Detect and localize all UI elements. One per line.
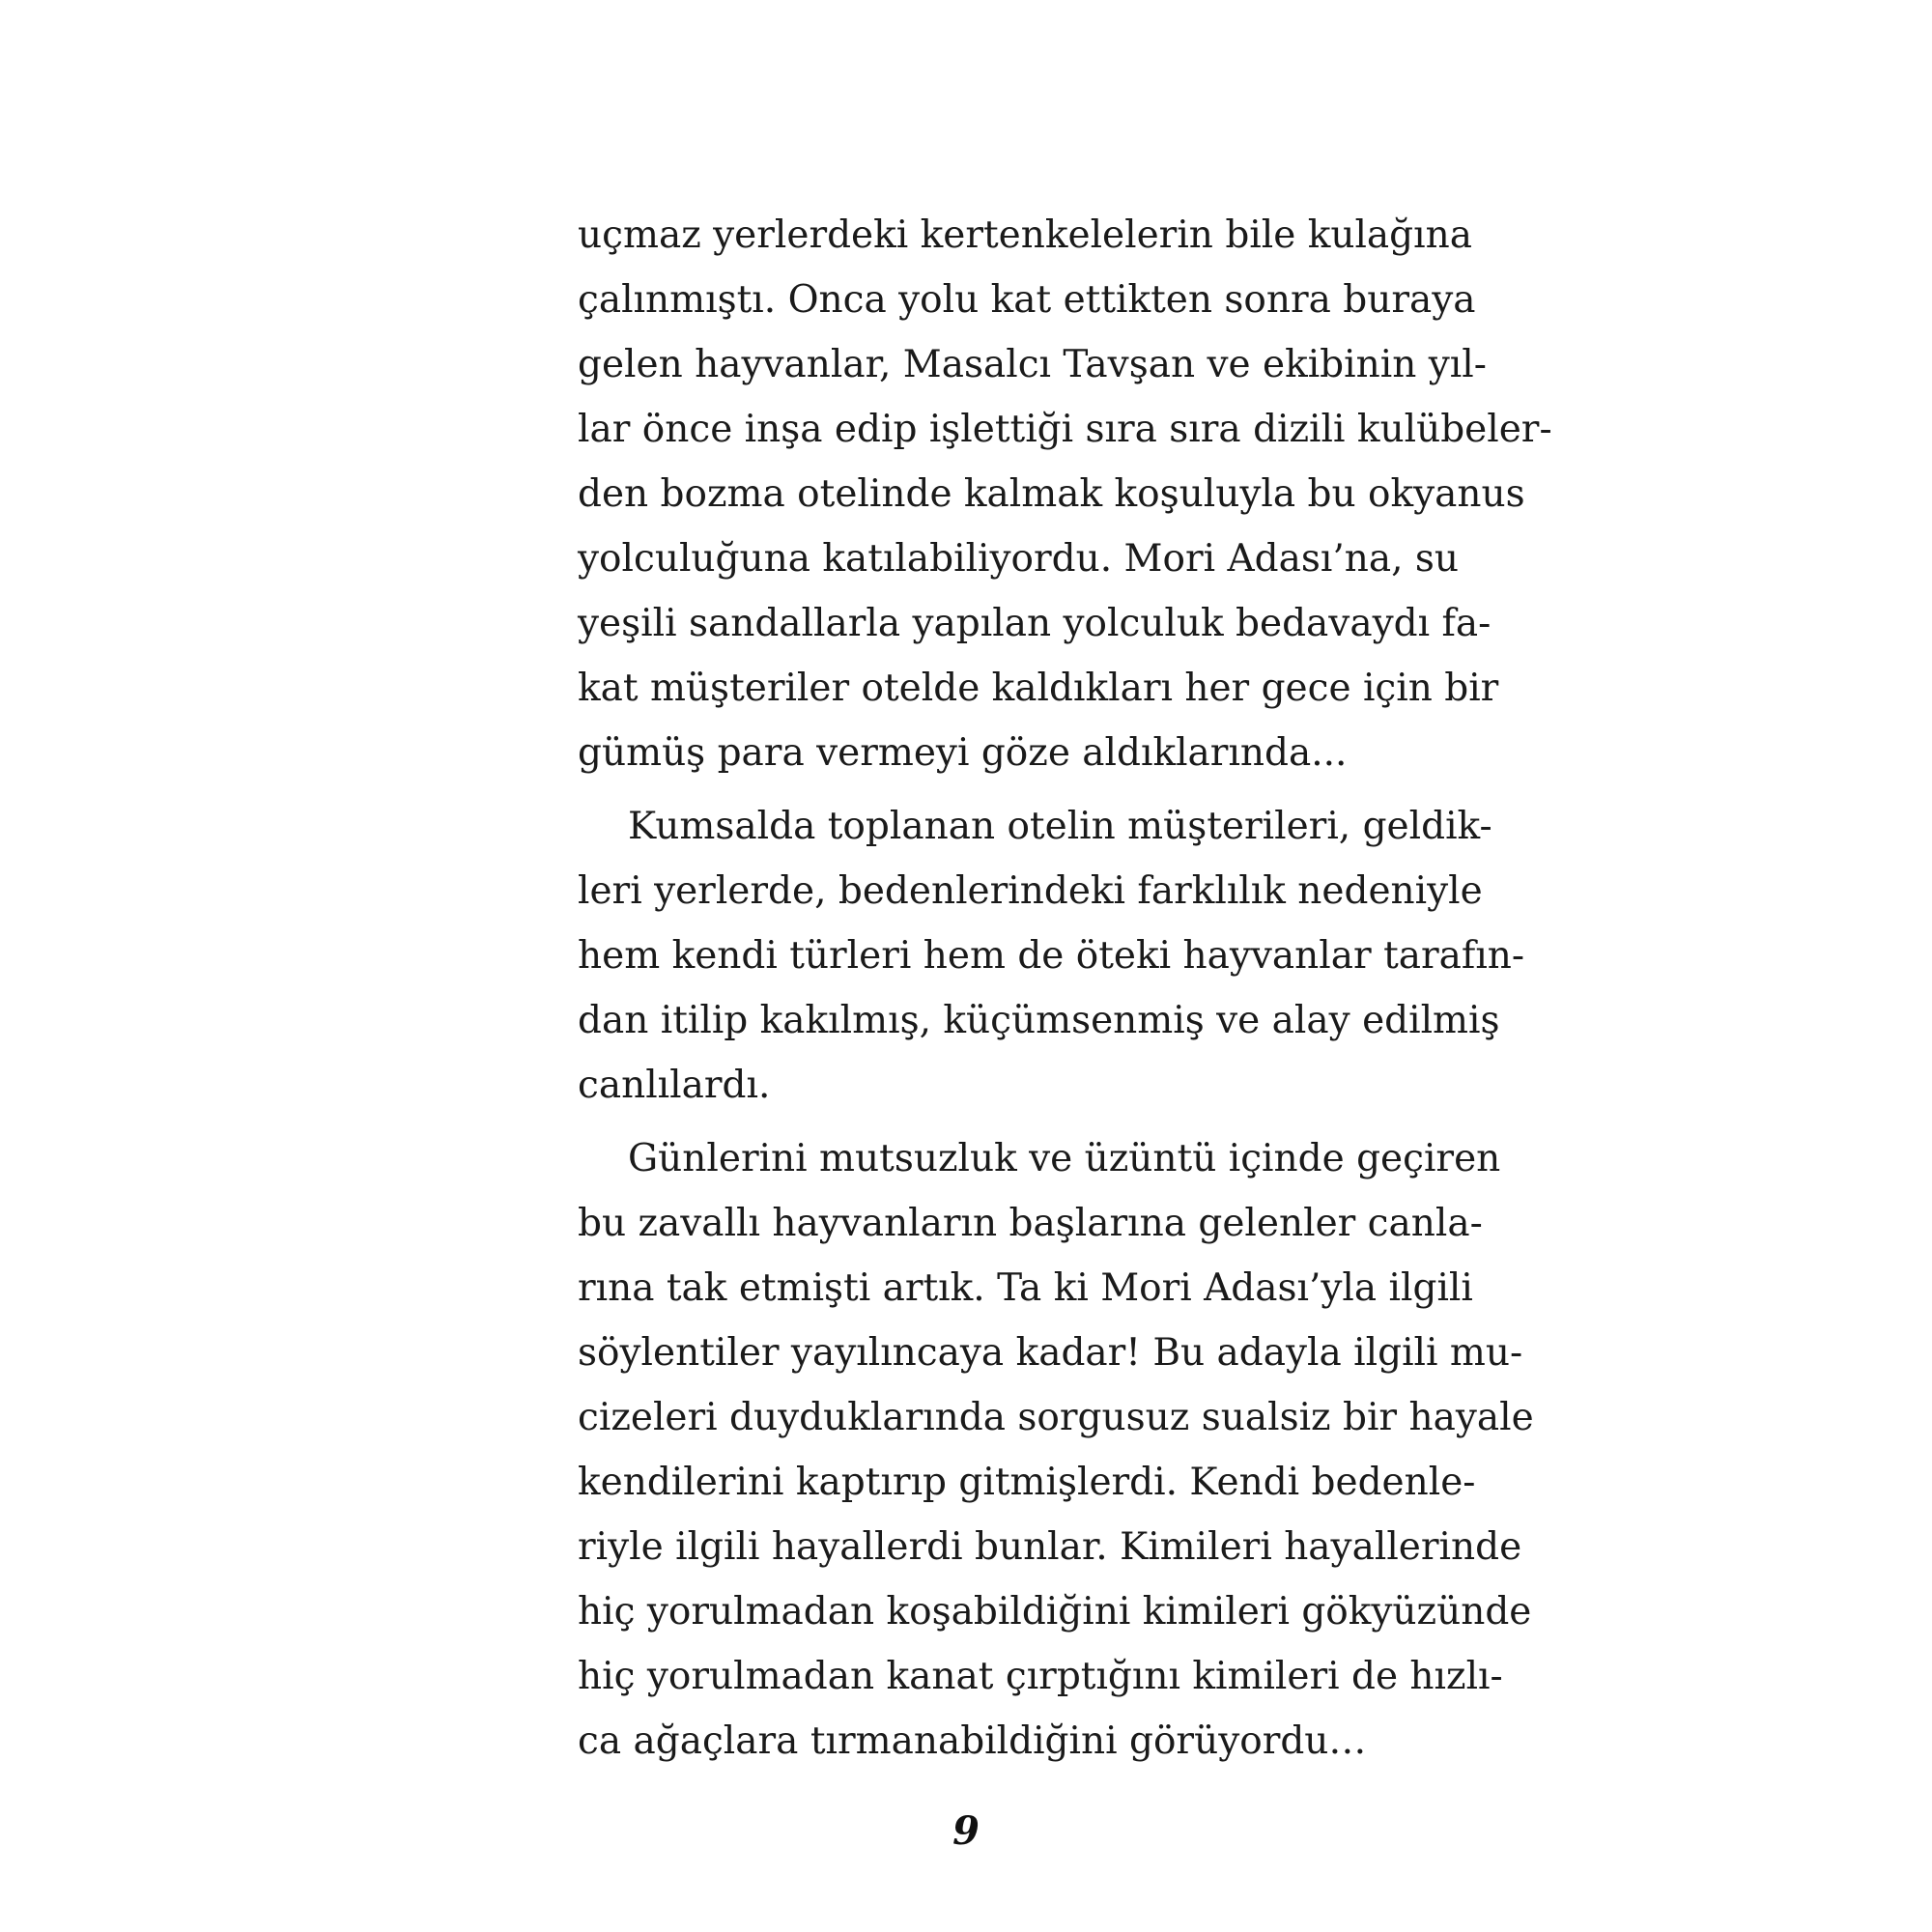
text-line: gümüş para vermeyi göze aldıklarında... — [578, 731, 1348, 775]
text-line: kat müşteriler otelde kaldıkları her gece için bir — [578, 667, 1499, 710]
paragraph-spacer — [578, 1118, 1394, 1126]
paragraph-2 — [578, 794, 1525, 1118]
text-line: yolculuğuna katılabiliyordu. Mori Adası’na, su — [578, 537, 1460, 581]
text-line: hiç yorulmadan koşabildiğini kimileri gökyüzünde — [578, 1590, 1532, 1634]
text-line: bu zavallı hayvanların başlarına gelenler canla- — [578, 1202, 1483, 1245]
body-text — [578, 203, 1552, 1774]
text-line: kendilerini kaptırıp gitmişlerdi. Kendi bedenle- — [578, 1461, 1476, 1504]
text-line: uçmaz yerlerdeki kertenkelelerin bile kulağına — [578, 213, 1472, 257]
text-line: ca ağaçlara tırmanabildiğini görüyordu… — [578, 1719, 1367, 1763]
paragraph-1 — [578, 203, 1552, 785]
text-line: cizeleri duyduklarında sorgusuz sualsiz bir hayale — [578, 1396, 1534, 1439]
text-line: leri yerlerde, bedenlerindeki farklılık nedeniyle — [578, 869, 1483, 913]
page-number: 9 — [952, 1808, 980, 1854]
text-line: lar önce inşa edip işlettiği sıra sıra dizili kulübeler- — [578, 408, 1552, 451]
text-line: söylentiler yayılıncaya kadar! Bu adayla ilgili mu- — [578, 1331, 1523, 1375]
text-line: canlılardı. — [578, 1064, 771, 1107]
text-line: den bozma otelinde kalmak koşuluyla bu okyanus — [578, 472, 1525, 516]
text-line: Günlerini mutsuzluk ve üzüntü içinde geçiren — [628, 1137, 1501, 1180]
text-line: çalınmıştı. Onca yolu kat ettikten sonra buraya — [578, 278, 1476, 322]
paragraph-3 — [578, 1126, 1534, 1774]
text-line: riyle ilgili hayallerdi bunlar. Kimileri hayallerinde — [578, 1525, 1522, 1569]
text-line: hem kendi türleri hem de öteki hayvanlar tarafın- — [578, 934, 1525, 978]
text-line: Kumsalda toplanan otelin müşterileri, geldik- — [628, 805, 1492, 848]
text-line: hiç yorulmadan kanat çırptığını kimileri de hızlı- — [578, 1655, 1503, 1698]
text-line: gelen hayvanlar, Masalcı Tavşan ve ekibinin yıl- — [578, 343, 1487, 386]
text-line: rına tak etmişti artık. Ta ki Mori Adası’yla ilgili — [578, 1266, 1473, 1310]
text-line: dan itilip kakılmış, küçümsenmiş ve alay edilmiş — [578, 999, 1500, 1042]
text-line: yeşili sandallarla yapılan yolculuk bedavaydı fa- — [578, 602, 1492, 645]
paragraph-spacer — [578, 785, 1394, 794]
